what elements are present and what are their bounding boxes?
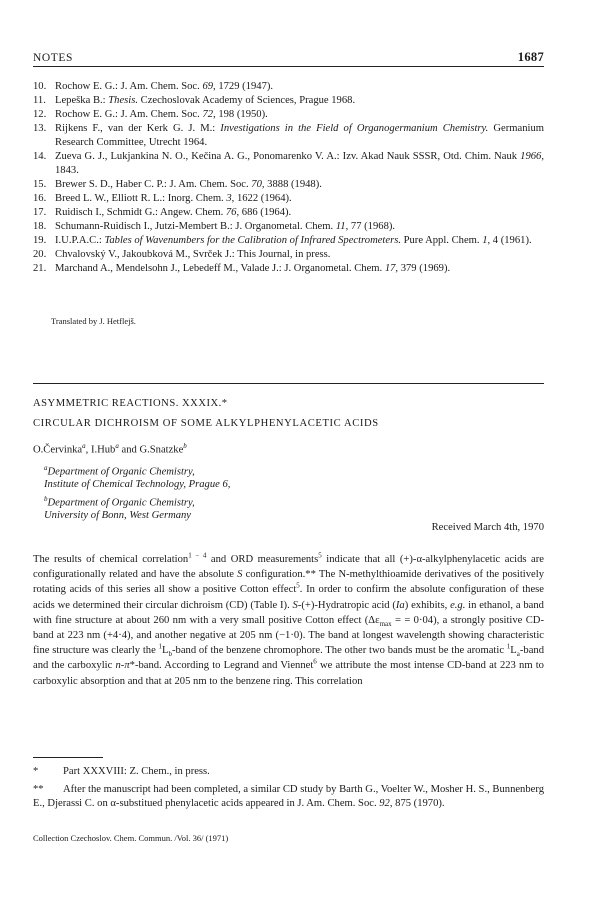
- reference-number: 17.: [33, 207, 47, 218]
- text-run: 69: [202, 81, 214, 92]
- text-run: L: [510, 645, 517, 657]
- text-run: Breed L. W., Elliott R. L.: Inorg. Chem.: [55, 193, 227, 204]
- text-run: 1: [158, 642, 163, 651]
- text-run: Germanium Research Committee, Utrecht 1964.: [55, 123, 544, 148]
- reference-text: [55, 220, 544, 234]
- reference-text: [55, 262, 544, 276]
- reference-text: [55, 80, 544, 94]
- reference-item: [33, 262, 544, 276]
- text-run: Department of Organic Chemistry,: [47, 497, 195, 509]
- reference-item: [33, 234, 544, 248]
- reference-number: 20.: [33, 249, 47, 260]
- affiliation-line: [44, 477, 230, 493]
- reference-text: [55, 108, 544, 122]
- text-run: Schumann-Ruidisch I., Jutzi-Membert B.: J. Organometal. Chem.: [55, 221, 336, 232]
- translator-credit: Translated by J. Hetflejš.: [51, 316, 136, 326]
- text-run: , 686 (1964).: [236, 207, 292, 218]
- page-number: 1687: [517, 50, 544, 64]
- text-run: Rochow E. G.: J. Am. Chem. Soc.: [55, 109, 203, 120]
- reference-text: [55, 192, 544, 206]
- text-run: 1966: [520, 151, 542, 162]
- text-run: Ia: [395, 599, 405, 611]
- text-run: Zueva G. J., Lukjankina N. O., Kečina A. G., Ponomarenko V. A.: Izv. Akad Nauk SSSR, Otd. Chim. Nauk: [55, 151, 521, 162]
- text-run: University of Bonn, West Germany: [44, 509, 192, 521]
- text-run: we attribute the most intense CD-band at 223 nm to carboxylic absorption and that at 205 nm to the benzene ring. This correlation: [33, 660, 544, 687]
- text-run: , 1622 (1964).: [231, 193, 292, 204]
- text-run: b: [183, 442, 187, 450]
- reference-number: 19.: [33, 235, 47, 246]
- journal-footer: Collection Czechoslov. Chem. Commun. /Vol. 36/ (1971): [33, 833, 229, 843]
- reference-item: [33, 150, 544, 178]
- running-header: [33, 50, 544, 65]
- text-run: Marchand A., Mendelsohn J., Lebedeff M., Valade J.: J. Organometal. Chem.: [55, 263, 385, 274]
- text-run: Investigations in the Field of Organogermanium Chemistry.: [220, 123, 489, 134]
- reference-number: 13.: [33, 123, 47, 134]
- text-run: and ORD measurements: [206, 554, 319, 565]
- text-run: L: [162, 645, 169, 657]
- reference-item: [33, 178, 544, 192]
- text-run: n: [115, 660, 121, 672]
- text-run: , 1729 (1947).: [213, 81, 274, 92]
- text-run: Rochow E. G.: J. Am. Chem. Soc.: [55, 81, 203, 92]
- text-run: 5: [296, 581, 300, 590]
- text-run: Lepeška B.:: [55, 95, 109, 106]
- text-run: Thesis.: [108, 95, 138, 106]
- text-run: 11: [335, 221, 346, 232]
- text-run: S: [292, 599, 298, 611]
- footnote-marker: **: [33, 784, 44, 795]
- text-run: ) exhibits,: [404, 599, 451, 611]
- text-run: -band of the benzene chromophore. The other two bands must be the aromatic: [172, 645, 507, 657]
- reference-text: [55, 150, 544, 178]
- text-run: in ethanol, a band with fine structure at about 260 nm with a very small positive Cotton effect (Δε: [33, 599, 544, 626]
- reference-number: 10.: [33, 81, 47, 92]
- reference-item: [33, 220, 544, 234]
- article-title: ASYMMETRIC REACTIONS. XXXIX.*: [33, 398, 228, 409]
- section-label: NOTES: [33, 52, 74, 64]
- text-run: Ruidisch I., Schmidt G.: Angew. Chem.: [55, 207, 226, 218]
- reference-text: [55, 122, 544, 150]
- text-run: Chvalovský V., Jakoubková M., Svrček J.: This Journal, in press.: [55, 249, 331, 260]
- text-run: I.U.P.A.C.:: [55, 235, 105, 246]
- reference-text: [55, 248, 544, 262]
- reference-item: [33, 192, 544, 206]
- text-run: Tables of Wavenumbers for the Calibration of Infrared Spectrometers.: [104, 235, 401, 246]
- text-run: S: [237, 569, 243, 581]
- text-run: , 4 (1961).: [487, 235, 532, 246]
- reference-number: 14.: [33, 151, 47, 162]
- author-line: [33, 442, 187, 456]
- text-run: 70: [251, 179, 262, 190]
- text-run: -(+)-Hydratropic acid (: [297, 599, 396, 611]
- reference-text: [55, 178, 544, 192]
- text-run: *-band. According to Legrand and Viennet: [129, 660, 314, 672]
- text-run: and G.Snatzke: [118, 444, 184, 456]
- text-run: 17: [384, 263, 396, 274]
- text-run: 5: [318, 551, 322, 560]
- text-run: Rijkens F., van der Kerk G. J. M.:: [55, 123, 221, 134]
- reference-item: [33, 248, 544, 262]
- text-run: 92: [379, 798, 390, 809]
- reference-number: 12.: [33, 109, 47, 120]
- reference-number: 18.: [33, 221, 47, 232]
- text-run: configuration.** The N-methylthioamide derivatives of the positively rotating acids of this series all show a positive Cotton effect: [33, 569, 544, 596]
- reference-number: 11.: [33, 95, 46, 106]
- reference-list: [33, 80, 544, 276]
- text-run: , 77 (1968).: [345, 221, 396, 232]
- text-run: -: [120, 660, 125, 672]
- footnote-marker: *: [33, 766, 39, 777]
- reference-number: 21.: [33, 263, 47, 274]
- text-run: Brewer S. D., Haber C. P.: J. Am. Chem. Soc.: [55, 179, 252, 190]
- text-run: , 875 (1970).: [389, 798, 445, 809]
- text-run: = = 0·04), a strongly positive CD-band at 223 nm (+4·4), and another negative at 205 nm (−1·0). The band at longest wavelength showing characteristic fine structure was clearly the: [33, 614, 544, 657]
- text-run: a: [115, 442, 119, 450]
- text-run: max: [379, 619, 392, 628]
- reference-item: [33, 122, 544, 150]
- text-run: Czechoslovak Academy of Sciences, Prague 1968.: [137, 95, 356, 106]
- article-subtitle: CIRCULAR DICHROISM OF SOME ALKYLPHENYLACETIC ACIDS: [33, 418, 379, 429]
- text-run: 1 − 4: [188, 551, 207, 560]
- text-run: Department of Organic Chemistry,: [47, 466, 195, 478]
- section-divider: [33, 383, 544, 384]
- text-run: Institute of Chemical Technology, Prague 6,: [44, 478, 231, 490]
- article-body: [33, 552, 544, 689]
- text-run: Pure Appl. Chem.: [400, 235, 483, 246]
- header-rule: [33, 66, 544, 67]
- text-run: b: [168, 650, 173, 659]
- received-date: Received March 4th, 1970: [431, 522, 544, 533]
- reference-number: 15.: [33, 179, 47, 190]
- text-run: 72: [202, 109, 214, 120]
- footnote-rule: [33, 757, 103, 758]
- text-run: O.Červinka: [33, 444, 83, 456]
- reference-item: [33, 108, 544, 122]
- text-run: b: [44, 495, 48, 503]
- text-run: e.g.: [450, 599, 466, 611]
- reference-item: [33, 94, 544, 108]
- text-run: a: [82, 442, 86, 450]
- text-run: , 3888 (1948).: [261, 179, 322, 190]
- footnote: [33, 765, 544, 779]
- text-run: -band and the carboxylic: [33, 645, 544, 672]
- text-run: The results of chemical correlation: [33, 554, 189, 565]
- text-run: 76: [225, 207, 237, 218]
- reference-text: [55, 206, 544, 220]
- text-run: After the manuscript had been completed, a similar CD study by Barth G., Voelter W., Mosher H. S., Bunnenberg E., Djerassi C. on α-substitued phenylacetic acids appeared in J. Am. Chem. Soc.: [33, 784, 544, 809]
- footnote: [33, 783, 544, 811]
- text-run: Part XXXVIII: Z. Chem., in press.: [63, 766, 210, 777]
- text-run: 6: [313, 657, 317, 666]
- text-run: , 1843.: [55, 151, 544, 176]
- reference-number: 16.: [33, 193, 47, 204]
- reference-text: [55, 234, 544, 248]
- reference-item: [33, 206, 544, 220]
- text-run: , 379 (1969).: [395, 263, 451, 274]
- text-run: a: [516, 650, 520, 659]
- reference-item: [33, 80, 544, 94]
- text-run: a: [44, 464, 48, 472]
- text-run: 1: [506, 642, 511, 651]
- affiliation-line: [44, 508, 191, 524]
- text-run: 3: [226, 193, 232, 204]
- text-run: , I.Hub: [85, 444, 116, 456]
- text-run: 1: [482, 235, 488, 246]
- text-run: indicate that all (+)-α-alkylphenylacetic acids are configurationally related and have the absolute: [33, 554, 544, 581]
- text-run: , 198 (1950).: [213, 109, 268, 120]
- reference-text: [55, 94, 544, 108]
- text-run: π: [124, 660, 130, 672]
- text-run: . In order to confirm the absolute configuration of these acids we determined their circular dichroism (CD) (Table I).: [33, 584, 544, 611]
